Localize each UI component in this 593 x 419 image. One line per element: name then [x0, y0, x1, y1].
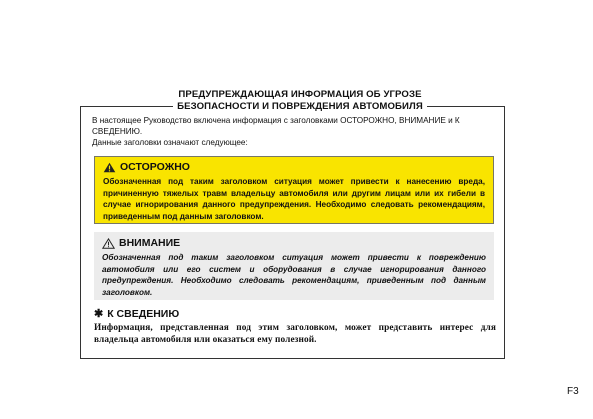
- star-icon: ✱: [94, 308, 104, 320]
- caution-box: [94, 232, 494, 300]
- warning-triangle-icon: [103, 162, 116, 173]
- section-heading-line1: ПРЕДУПРЕЖДАЮЩАЯ ИНФОРМАЦИЯ ОБ УГРОЗЕ: [178, 89, 422, 100]
- caution-title: ВНИМАНИЕ: [119, 237, 181, 249]
- intro-text: [92, 115, 497, 148]
- page-number: F3: [567, 386, 579, 397]
- warning-text: Обозначенная под таким заголовком ситуация может привести к нанесению вреда, причиненную тяжелых травм владельцу автомобиля или другим лицам или их гибели в случае игнорирования данного предупреждения. Необходимо следовать рекомендациям, приведенным под данным заголовком.: [103, 177, 485, 221]
- caution-text: Обозначенная под таким заголовком ситуация может привести к повреждению автомобиля или его систем и оборудования в случае игнорирования данного предупреждения. Необходимо следовать рекомендациям, приведенным под данным заголовком.: [102, 253, 486, 297]
- intro-line-2: Данные заголовки означают следующее:: [92, 138, 248, 147]
- section-heading: [166, 89, 434, 112]
- note-text: Информация, представленная под этим заголовком, может представить интерес для владельца автомобиля или оказаться ему полезной.: [94, 323, 496, 345]
- caution-title-row: [102, 237, 486, 250]
- caution-triangle-icon: [102, 238, 115, 249]
- intro-line-1: В настоящее Руководство включена информация с заголовками ОСТОРОЖНО, ВНИМАНИЕ и К СВЕДЕНИЮ.: [92, 116, 460, 136]
- section-heading-line2: БЕЗОПАСНОСТИ И ПОВРЕЖДЕНИЯ АВТОМОБИЛЯ: [173, 101, 427, 113]
- note-title: К СВЕДЕНИЮ: [107, 308, 180, 320]
- warning-box: [94, 156, 494, 224]
- warning-title-row: [103, 161, 485, 174]
- warning-title: ОСТОРОЖНО: [120, 161, 190, 173]
- note-title-row: [94, 308, 179, 321]
